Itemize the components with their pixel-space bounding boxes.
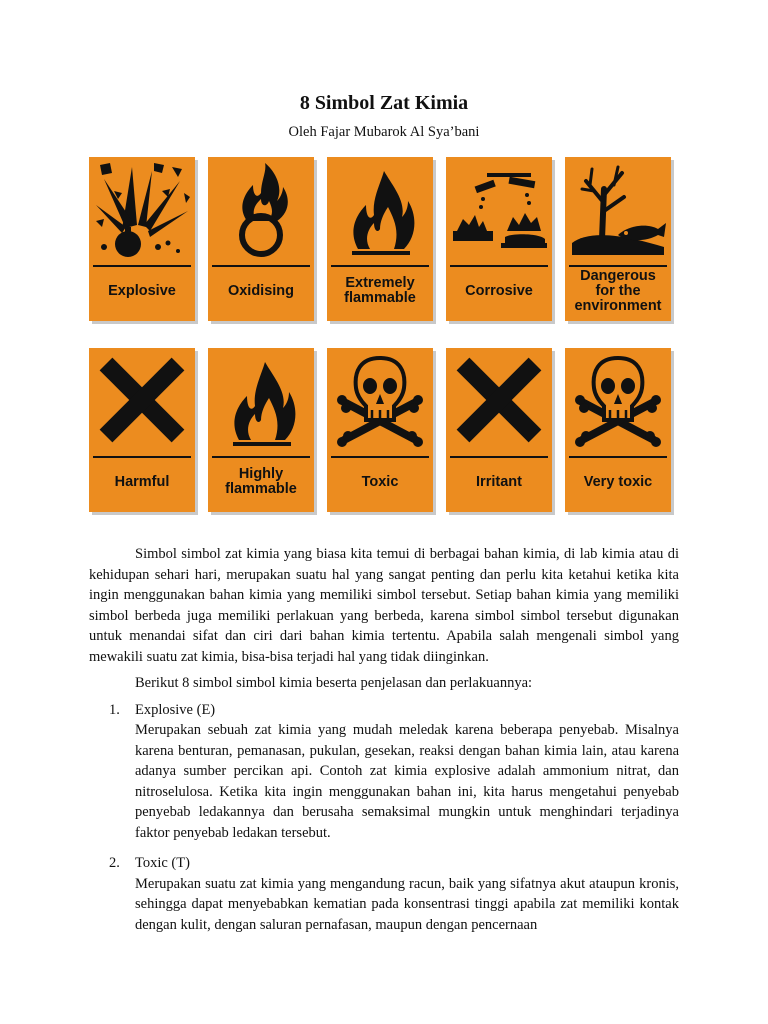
hazard-card-highly-flammable bbox=[208, 348, 314, 512]
cross-icon bbox=[449, 350, 549, 450]
skull-crossbones-icon bbox=[568, 350, 668, 450]
hazard-card-toxic bbox=[327, 348, 433, 512]
list-heading: Toxic (T) bbox=[135, 855, 190, 871]
document-body bbox=[89, 544, 679, 935]
list-number: 2. bbox=[109, 855, 120, 871]
list-item bbox=[89, 700, 679, 844]
hazard-label: Oxidising bbox=[227, 282, 295, 299]
lead-paragraph: Berikut 8 simbol simbol kimia beserta penjelasan dan perlakuannya: bbox=[135, 675, 533, 691]
hazard-symbol-grid bbox=[89, 157, 679, 512]
flame-over-circle-icon bbox=[211, 159, 311, 259]
corrosion-icon bbox=[449, 159, 549, 259]
hazard-card-very-toxic bbox=[565, 348, 671, 512]
flame-icon bbox=[211, 350, 311, 450]
hazard-card-dangerous-environment bbox=[565, 157, 671, 321]
intro-paragraph: Simbol simbol zat kimia yang biasa kita temui di berbagai bahan kimia, di lab kimia atau di kehidupan sehari hari, merupakan suatu hal yang sangat penting dan perlu kita ketahui ketika kita ingin menggunakan bahan kimia yang memiliki simbol tersebut. Setiap bahan kimia yang memiliki simbol berbeda juga memiliki perlakuan yang berbeda, karena simbol simbol tersebut digunakan untuk menandai sifat dan ciri dari bahan kimia tertentu. Apabila salah mengenali simbol yang mewakili suatu zat kimia, bisa-bisa terjadi hal yang tidak diinginkan. bbox=[89, 546, 679, 665]
hazard-card-harmful bbox=[89, 348, 195, 512]
hazard-label: Dangerous for the environment bbox=[574, 267, 662, 314]
list-text: Merupakan sebuah zat kimia yang mudah meledak karena beberapa penyebab. Misalnya karena benturan, pemanasan, pukulan, gesekan, reaksi dengan bahan kimia lain, atau karena adanya sumber percikan api. Contoh zat kimia explosive adalah ammonium nitrat, dan nitroselulosa. Ketika kita ingin menggunakan bahan ini, kita harus mengetahui penyebab penyebab ledakannya dan berusaha semaksimal mungkin untuk menghindari terjadinya faktor penyebab ledakan tersebut. bbox=[135, 722, 679, 841]
list-text: Merupakan suatu zat kimia yang mengandung racun, baik yang sifatnya akut ataupun kronis, sehingga dapat menyebabkan kematian pada konsentrasi tinggi apabila zat memiliki kontak dengan kulit, dengan saluran pernafasan, maupun dengan pencernaan bbox=[135, 875, 679, 933]
hazard-label: Extremely flammable bbox=[344, 275, 416, 306]
dead-tree-fish-icon bbox=[568, 159, 668, 259]
hazard-label: Highly flammable bbox=[225, 466, 297, 497]
hazard-label: Very toxic bbox=[583, 473, 653, 490]
hazard-card-oxidising bbox=[208, 157, 314, 321]
cross-icon bbox=[92, 350, 192, 450]
list-number: 1. bbox=[109, 701, 120, 718]
hazard-label: Harmful bbox=[114, 473, 170, 490]
hazard-label: Explosive bbox=[108, 282, 176, 299]
hazard-card-extremely-flammable bbox=[327, 157, 433, 321]
hazard-label: Corrosive bbox=[465, 282, 533, 299]
hazard-label: Toxic bbox=[361, 473, 399, 490]
hazard-card-corrosive bbox=[446, 157, 552, 321]
list-heading: Explosive (E) bbox=[135, 701, 216, 718]
flame-icon bbox=[330, 159, 430, 259]
hazard-card-explosive bbox=[89, 157, 195, 321]
hazard-card-irritant bbox=[446, 348, 552, 512]
document-author: Oleh Fajar Mubarok Al Sya’bani bbox=[288, 124, 480, 140]
document-title: 8 Simbol Zat Kimia bbox=[299, 92, 469, 114]
list-item bbox=[89, 853, 679, 935]
skull-crossbones-icon bbox=[330, 350, 430, 450]
explosion-icon bbox=[92, 159, 192, 259]
hazard-label: Irritant bbox=[476, 473, 522, 490]
